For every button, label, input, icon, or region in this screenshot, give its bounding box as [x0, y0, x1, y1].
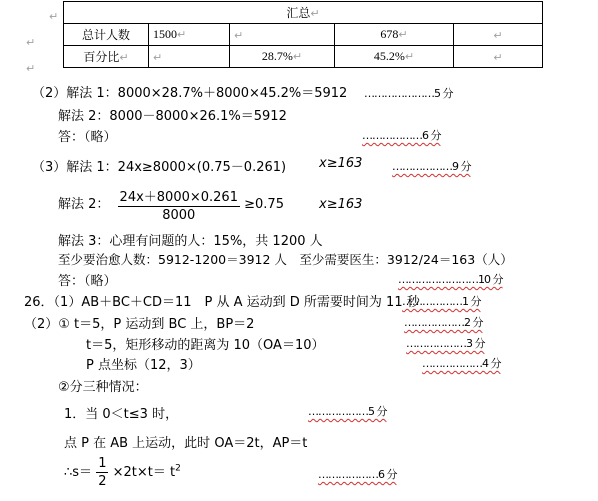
table-cell: 28.7%↵ — [230, 46, 335, 68]
solution-line: 解法 2： $\frac{24x+8000\times 0.261}{8000}$ ≥0.75 — [58, 186, 284, 223]
table-title-cell — [64, 2, 543, 24]
table-cell: ↵ — [230, 24, 335, 46]
table-cell: ↵ — [454, 24, 543, 46]
table-row — [64, 24, 543, 46]
solution-result: x≥163 — [319, 197, 363, 212]
score-mark: ………………5 分 — [308, 405, 387, 418]
formula-line: ∴s＝ $\frac{1}{2}$ $\times 2t\times t= t^2$ — [64, 456, 181, 489]
return-mark: ↵ — [310, 7, 320, 20]
table-cell: ↵ — [149, 46, 230, 68]
solution-line: ②分三种情况： — [58, 380, 148, 395]
table-cell: 678↵ — [335, 24, 454, 46]
return-mark: ↵ — [26, 36, 36, 49]
solution-line: （2）① t＝5，P 运动到 BC 上，BP＝2 — [24, 317, 255, 332]
solution-line: P 点坐标（12，3） — [86, 358, 201, 373]
summary-table — [63, 1, 543, 68]
solution-line: （2）解法 1：8000×28.7%＋8000×45.2%＝5912 — [32, 86, 348, 101]
score-mark: ………………4 分 — [422, 357, 501, 370]
table-cell: 45.2%↵ — [335, 46, 454, 68]
table-cell: 1500↵ — [149, 24, 230, 46]
solution-result: x≥163 — [319, 156, 363, 171]
score-mark: ………………1 分 — [402, 295, 481, 308]
answer-line: 答：（略） — [58, 130, 117, 145]
score-mark: ………………6 分 — [318, 468, 397, 481]
solution-line: t＝5，矩形移动的距离为 10（OA＝10） — [86, 338, 325, 353]
table-cell: 百分比↵ — [64, 46, 149, 68]
table-row — [64, 46, 543, 68]
solution-line: （3）解法 1：24x≥8000×(0.75－0.261) — [32, 160, 287, 175]
table-cell: ↵ — [454, 46, 543, 68]
solution-line: 解法 3：心理有问题的人：15%，共 1200 人 — [58, 234, 323, 249]
solution-line: 26．（1）AB＋BC＋CD＝11 P 从 A 运动到 D 所需要时间为 11 秒 — [24, 295, 420, 310]
solution-line: 1．当 0＜t≤3 时， — [64, 407, 179, 422]
score-mark: ………………2 分 — [404, 316, 483, 329]
score-mark: ……………………10 分 — [398, 273, 503, 286]
answer-line: 答：（略） — [58, 274, 117, 289]
table-row — [64, 2, 543, 24]
fraction: $\frac{1}{2}$ — [98, 456, 107, 489]
return-mark: ↵ — [26, 62, 36, 75]
score-mark: ………………6 分 — [362, 129, 441, 142]
fraction: $\frac{24x+8000\times 0.261}{8000}$ — [118, 186, 240, 223]
table-title: 汇总 — [286, 6, 311, 20]
return-mark: ↵ — [49, 10, 59, 23]
score-mark: ………………9 分 — [392, 160, 471, 173]
table-cell: 总计人数 — [64, 24, 149, 46]
score-mark: ………………3 分 — [406, 337, 485, 350]
solution-line: 解法 2：8000－8000×26.1%＝5912 — [58, 109, 287, 124]
solution-line: 点 P 在 AB 上运动，此时 OA＝2t，AP＝t — [64, 436, 308, 451]
score-mark: …………………5 分 — [364, 87, 453, 100]
solution-line: 至少要治愈人数：5912-1200＝3912 人 至少需要医生：3912/24＝163（人） — [58, 252, 513, 267]
